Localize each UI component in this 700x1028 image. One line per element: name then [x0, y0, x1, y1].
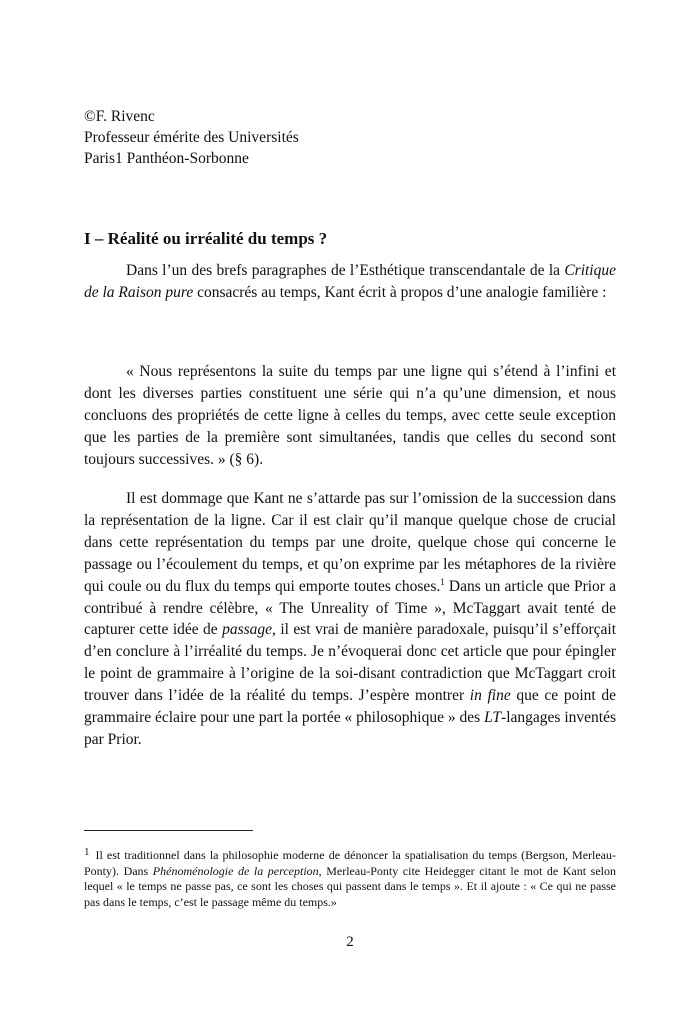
- footnote-mark: 1: [84, 846, 90, 858]
- in-fine-italic: in fine: [469, 687, 511, 705]
- paragraph-main: [84, 488, 616, 751]
- paragraph-main-text-d: , il est vrai de manière paradoxale, puisqu’il s’efforçait d’en conclure à l’irréalité du temps. Je n’évoquerai donc cet article que pour épingler le point de grammaire à l’origine de la soi-disant contradiction que McTaggart croit trouver dans l’idée de la réalité du temps. J’espère montrer: [84, 621, 616, 705]
- footnote: [84, 845, 616, 910]
- section-heading: I – Réalité ou irréalité du temps ?: [84, 229, 328, 248]
- footnote-text-a: Il est traditionnel dans la philosophie moderne de dénoncer la spatialisation du temps (Bergson, Merleau-Ponty). Dans: [84, 848, 616, 878]
- footnote-reference[interactable]: 1: [440, 576, 445, 587]
- paragraph-main-text-a: Il est dommage que Kant ne s’attarde pas sur l’omission de la succession dans la représentation de la ligne. Car il est clair qu’il manque quelque chose de crucial dans cette représentation du temps par une droite, quelque chose qui concerne le passage ou l’écoulement du temps, et qu’on exprime par les métaphores de la rivière qui coule ou du flux du temps qui emporte toutes choses.: [84, 490, 616, 595]
- paragraph-intro-text-a: Dans l’un des brefs paragraphes de l’Esthétique transcendantale de la: [126, 262, 565, 279]
- paragraph-intro-text-c: consacrés au temps, Kant écrit à propos d’une analogie familière :: [193, 283, 607, 301]
- paragraph-main-text-b: Dans un article que Prior a contribué à rendre célèbre, « The Unreality of Time », McTaggart avait tenté de capturer cette idée de: [84, 577, 616, 639]
- paragraph-intro: [84, 260, 616, 304]
- page-number: 2: [346, 934, 354, 950]
- author-name: ©F. Rivenc: [84, 108, 155, 125]
- author-affiliation: Paris1 Panthéon-Sorbonne: [84, 150, 249, 167]
- paragraph-main-text-f: que ce point de grammaire éclaire pour une part la portée « philosophique » des: [84, 687, 616, 727]
- footnote-text-c: , Merleau-Ponty cite Heidegger citant le mot de Kant selon lequel « le temps ne passe pas, ce sont les choses qui passent dans le temps ». Et il ajoute : « Ce qui ne passe pas dans le temps, c’est le passage même du temps.»: [84, 863, 616, 909]
- footnote-book-title-italic: Phénoménologie de la perception: [152, 863, 319, 878]
- lt-italic: LT: [484, 709, 502, 727]
- author-block: [84, 106, 299, 169]
- kant-quote: [84, 361, 616, 471]
- book-title-italic: Critique de la Raison pure: [84, 262, 616, 301]
- footnote-divider: [84, 830, 253, 831]
- passage-italic: passage: [222, 621, 273, 639]
- kant-quote-text: « Nous représentons la suite du temps par une ligne qui s’étend à l’infini et dont les diverses parties constituent une série qui n’a qu’une dimension, et nous concluons des propriétés de cette ligne à celles du temps, avec cette seule exception que les parties de la première sont simultanées, tandis que celles du second sont toujours successives. » (§ 6).: [84, 363, 616, 468]
- paragraph-main-text-h: -langages inventés par Prior.: [84, 709, 616, 748]
- author-title: Professeur émérite des Universités: [84, 129, 299, 146]
